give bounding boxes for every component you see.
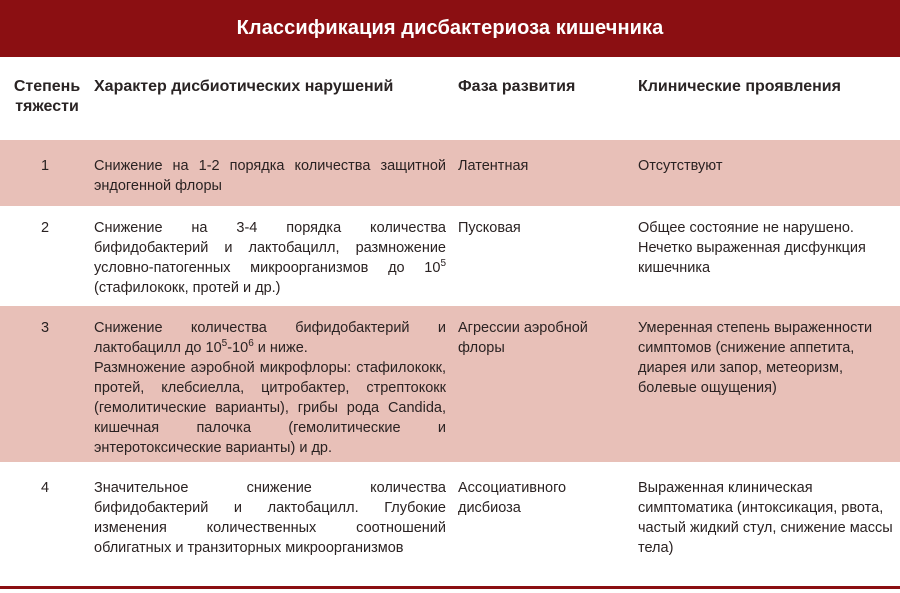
row-phase: Латентная bbox=[458, 158, 529, 174]
table-title-bar bbox=[0, 0, 900, 57]
table-title: Классификация дисбактериоза кишечника bbox=[236, 17, 664, 39]
header-phase: Фаза развития bbox=[458, 78, 576, 95]
row-number: 2 bbox=[40, 220, 50, 236]
row-character bbox=[94, 318, 446, 458]
header-severity: Степень тяжести bbox=[13, 78, 81, 115]
row-phase: Пусковая bbox=[458, 220, 521, 236]
row-phase: Агрессии аэробной флоры bbox=[458, 320, 588, 356]
exponent: 6 bbox=[248, 338, 254, 349]
header-character: Характер дисбиотических нарушений bbox=[94, 78, 394, 95]
row-character-text: Размножение аэробной микрофлоры: стафилококк, протей, клебсиелла, цитробактер, стрептококк (гемолитические варианты), грибы рода Candida, кишечная палочка (гемолитические и энтеротоксические варианты) и др. bbox=[94, 360, 446, 456]
exponent: 5 bbox=[221, 338, 228, 349]
row-character-text: -10 bbox=[227, 340, 249, 356]
row-clinical: Умеренная степень выраженности симптомов (снижение аппетита, диарея или запор, метеоризм, болевые ощущения) bbox=[638, 320, 873, 396]
table-row bbox=[0, 140, 900, 206]
row-number: 3 bbox=[40, 320, 50, 336]
bottom-border bbox=[0, 586, 900, 589]
table-row bbox=[0, 306, 900, 462]
row-clinical: Отсутствуют bbox=[638, 158, 723, 174]
row-character: Снижение на 1-2 порядка количества защитной эндогенной флоры bbox=[94, 158, 446, 194]
table-row bbox=[0, 206, 900, 306]
table-row bbox=[0, 462, 900, 586]
row-character-text: Снижение количества бифидобактерий и лактобацилл до 10 bbox=[94, 320, 446, 356]
exponent: 5 bbox=[440, 258, 446, 269]
row-character bbox=[94, 218, 446, 298]
row-character-text: (стафилококк, протей и др.) bbox=[94, 280, 281, 296]
row-phase: Ассоциативного дисбиоза bbox=[458, 480, 567, 516]
row-character: Значительное снижение количества бифидобактерий и лактобацилл. Глубокие изменения количественных соотношений облигатных и транзиторных микроорганизмов bbox=[94, 480, 446, 556]
row-number: 1 bbox=[40, 158, 50, 174]
row-number: 4 bbox=[40, 480, 50, 496]
row-clinical: Общее состояние не нарушено. Нечетко выраженная дисфункция кишечника bbox=[638, 220, 866, 276]
row-clinical: Выраженная клиническая симптоматика (интоксикация, рвота, частый жидкий стул, снижение массы тела) bbox=[638, 480, 893, 556]
header-clinical: Клинические проявления bbox=[638, 78, 841, 95]
row-character-text: и ниже. bbox=[253, 340, 308, 356]
table-header bbox=[0, 57, 900, 140]
row-character-text: Снижение на 3-4 порядка количества бифидобактерий и лактобацилл, размножение условно-патогенных микроорганизмов до 10 bbox=[94, 220, 446, 276]
